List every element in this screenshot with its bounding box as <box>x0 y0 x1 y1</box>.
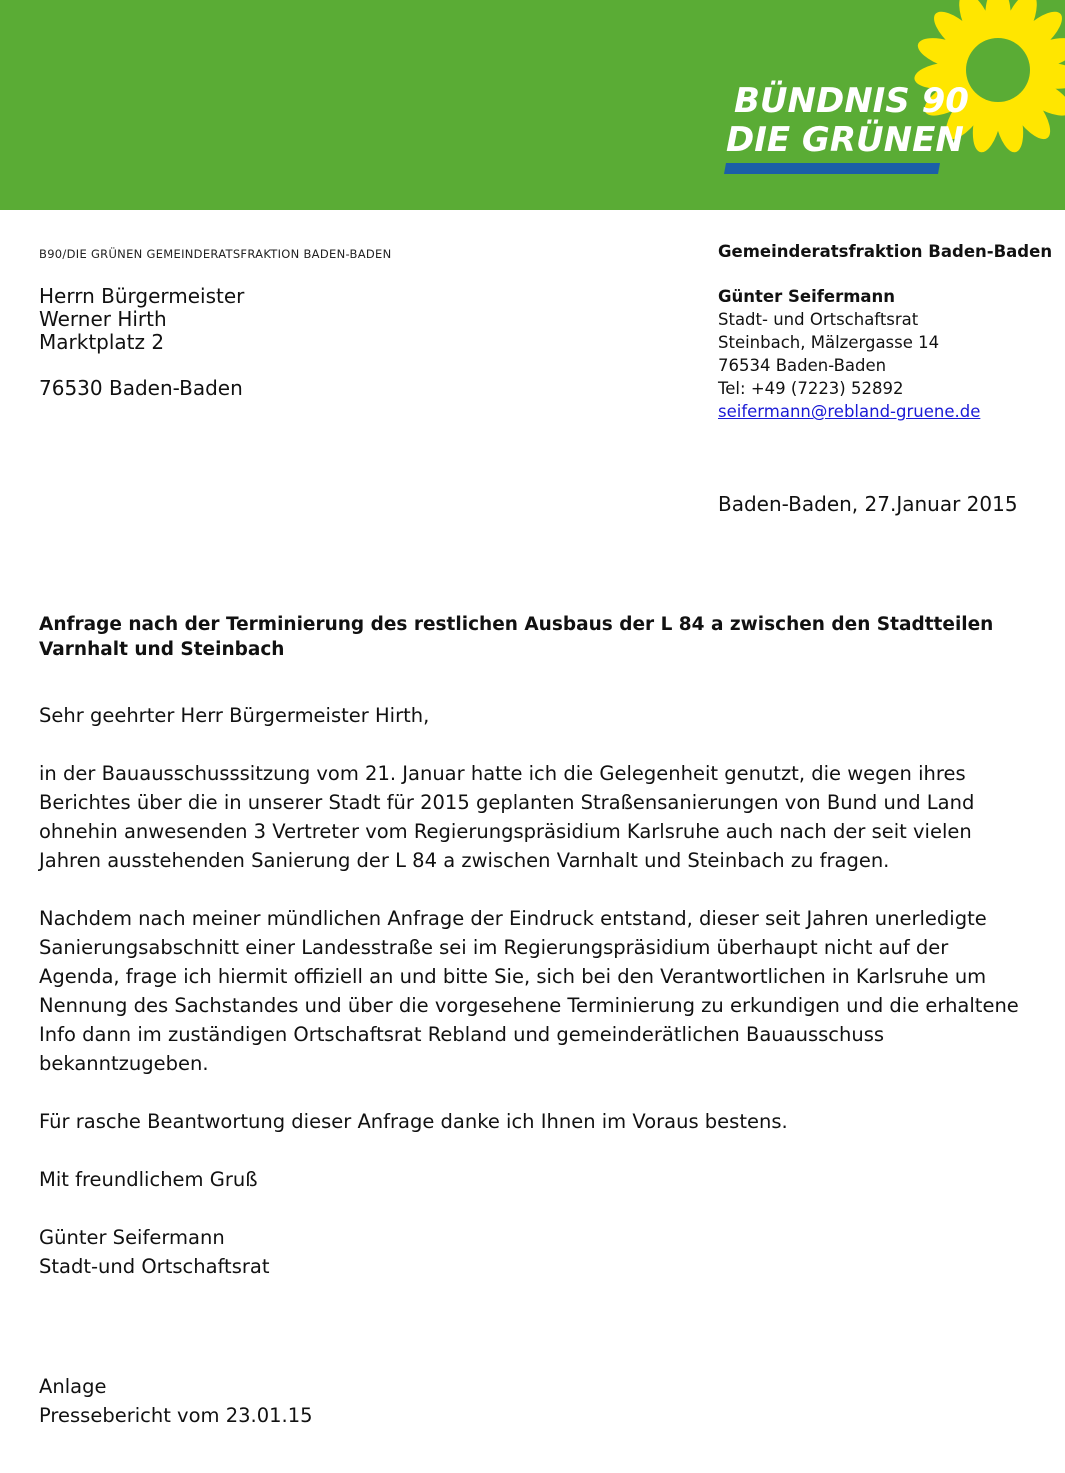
party-logo <box>720 0 1065 185</box>
signature-role: Stadt-und Ortschaftsrat <box>39 1255 270 1278</box>
attachment-item: Pressebericht vom 23.01.15 <box>39 1404 313 1427</box>
contact-role: Stadt- und Ortschaftsrat <box>718 310 919 329</box>
letter-date: Baden-Baden, 27.Januar 2015 <box>718 492 1018 516</box>
recipient-address <box>39 285 244 400</box>
contact-street: Steinbach, Mälzergasse 14 <box>718 333 940 352</box>
body-paragraph-3: Für rasche Beantwortung dieser Anfrage danke ich Ihnen im Voraus bestens. <box>39 1110 788 1133</box>
contact-org: Gemeinderatsfraktion Baden-Baden <box>718 242 1053 261</box>
logo-bar <box>724 163 940 174</box>
header-band <box>0 0 1065 210</box>
closing: Mit freundlichem Gruß <box>39 1168 258 1191</box>
recipient-city: 76530 Baden-Baden <box>39 376 243 400</box>
salutation: Sehr geehrter Herr Bürgermeister Hirth, <box>39 704 430 727</box>
letter-body <box>39 701 1029 1281</box>
logo-line2: DIE GRÜNEN <box>726 120 964 160</box>
attachment-label: Anlage <box>39 1375 107 1398</box>
attachment-block <box>39 1372 313 1430</box>
recipient-line1: Herrn Bürgermeister <box>39 284 245 308</box>
recipient-line3: Marktplatz 2 <box>39 330 165 354</box>
contact-city: 76534 Baden-Baden <box>718 356 887 375</box>
signature-name: Günter Seifermann <box>39 1226 225 1249</box>
contact-phone: Tel: +49 (7223) 52892 <box>718 379 904 398</box>
contact-email-link[interactable]: seifermann@rebland-gruene.de <box>718 402 981 421</box>
body-paragraph-2: Nachdem nach meiner mündlichen Anfrage der Eindruck entstand, dieser seit Jahren unerledigte Sanierungsabschnitt einer Landesstraße sei im Regierungspräsidium überhaupt nicht auf der Agenda, frage ich hiermit offiziell an und bitte Sie, sich bei den Verantwortlichen in Karlsruhe um Nennung des Sachstandes und über die vorgesehene Terminierung zu erkundigen und die erhaltene Info dann im zuständigen Ortschaftsrat Rebland und gemeinderätlichen Bauausschuss bekanntzugeben. <box>39 907 1019 1075</box>
recipient-line2: Werner Hirth <box>39 307 167 331</box>
letter-subject: Anfrage nach der Terminierung des restlichen Ausbaus der L 84 a zwischen den Stadtteilen Varnhalt und Steinbach <box>39 614 994 660</box>
logo-line1: BÜNDNIS 90 <box>734 81 969 121</box>
sender-return-line: B90/DIE GRÜNEN GEMEINDERATSFRAKTION BADEN-BADEN <box>39 247 392 261</box>
sender-contact-block <box>718 240 1052 423</box>
contact-name: Günter Seifermann <box>718 287 896 306</box>
body-paragraph-1: in der Bauausschusssitzung vom 21. Januar hatte ich die Gelegenheit genutzt, die wegen ihres Berichtes über die in unserer Stadt für 2015 geplanten Straßensanierungen von Bund und Land ohnehin anwesenden 3 Vertreter vom Regierungspräsidium Karlsruhe auch nach der seit vielen Jahren ausstehenden Sanierung der L 84 a zwischen Varnhalt und Steinbach zu fragen. <box>39 762 975 872</box>
